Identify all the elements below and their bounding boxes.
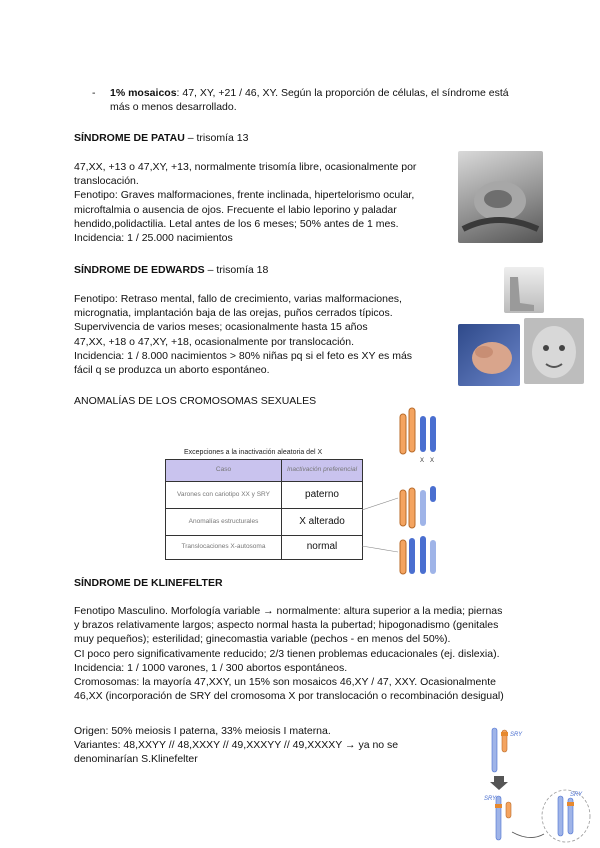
edwards-hand-photo <box>458 324 520 386</box>
sry-label: SRY <box>484 796 497 802</box>
table-header-preferential: Inactivación preferencial <box>282 460 363 482</box>
chrom-label-x: X <box>420 458 425 464</box>
x-inactivation-table <box>165 459 363 560</box>
edwards-feet-photo <box>504 267 544 313</box>
klinefelter-body: Fenotipo Masculino. Morfología variable → normalmente: altura superior a la media; piernas y brazos relativamente largos; aspecto normal hasta la pubertad; hipogonadismo (genitales muy pequeños); esterilidad; ginecomastia variable (pechos - en menos del 50%). CI poco pero significativamente reducido; 2/3 tienen problemas educacionales (ej. dislexia). Incidencia: 1 / 1000 varones, 1 / 300 abortos espontáneos. Cromosomas: la mayoría 47,XXY, un 15% son mosaicos 46,XY / 47, XXY. Ocasionalmente 46,XX (incorporación de SRY del cromosoma X por translocación o recombinación desigual) <box>74 605 504 703</box>
curved-arrow-icon <box>512 832 544 838</box>
cell-circle <box>542 790 590 842</box>
mosaic-bold: 1% mosaicos <box>110 87 177 99</box>
chrom-label-x: X <box>430 458 435 464</box>
chromosome-set-translocation <box>400 536 436 574</box>
table-row: Anomalías estructurales X alterado <box>166 509 363 536</box>
edwards-body: Fenotipo: Retraso mental, fallo de crecimiento, varias malformaciones, micrognatia, implantación baja de las orejas, puños cerrados típicos. Supervivencia de varios meses; ocasionalmente hasta 15 años 47,XX, +18 o 47,XY, +18, ocasionalmente por translocación. Incidencia: 1 / 8.000 nacimientos > 80% niñas pq si el feto es XY es más fácil q se produzca un aborto espontáneo. <box>74 293 413 377</box>
table-caption: Excepciones a la inactivación aleatoria del X <box>184 449 323 456</box>
sry-chromosome-translocated <box>495 796 511 840</box>
patau-heading: SÍNDROME DE PATAU – trisomía 13 <box>74 132 249 144</box>
edwards-baby-face-photo <box>524 318 584 384</box>
patau-baby-photo <box>458 151 543 243</box>
table-row: Translocaciones X-autosoma normal <box>166 536 363 560</box>
edwards-heading: SÍNDROME DE EDWARDS – trisomía 18 <box>74 264 269 276</box>
table-header-row <box>166 460 363 482</box>
chromosome-diagram <box>362 406 452 578</box>
patau-body: 47,XX, +13 o 47,XY, +13, normalmente trisomía libre, ocasionalmente por translocación. Fenotipo: Graves malformaciones, frente inclinada, hipertelorismo ocular, microftalmia o ausencia de ojos. Frecuente el labio leporino y paladar hendido,polidactilia. Letal antes de los 6 meses; 50% antes de 1 mes. Incidencia: 1 / 25.000 nacimientos <box>74 161 417 245</box>
mosaic-bullet: - 1% mosaicos: 47, XY, +21 / 46, XY. Según la proporción de células, el síndrome está más o menos desarrollado. <box>92 87 509 114</box>
sry-chromosome-cell <box>558 796 574 836</box>
sex-anomalies-heading: ANOMALÍAS DE LOS CROMOSOMAS SEXUALES <box>74 395 317 407</box>
table-header-case: Caso <box>166 460 282 482</box>
sry-label: SRY <box>510 732 523 738</box>
sry-label: SRY <box>570 792 583 798</box>
sry-chromosome-pair <box>492 728 508 772</box>
chromosome-set-normal <box>400 408 436 454</box>
chromosome-set-structural <box>400 486 436 528</box>
sry-translocation-diagram <box>478 724 593 844</box>
klinefelter-heading: SÍNDROME DE KLINEFELTER <box>74 577 223 589</box>
arrow-down-icon <box>490 776 508 790</box>
table-row: Varones con cariotipo XX y SRY paterno <box>166 482 363 509</box>
klinefelter-origin: Origen: 50% meiosis I paterna, 33% meiosis I materna. Variantes: 48,XXYY // 48,XXXY // 49,XXXYY // 49,XXXXY → ya no se denominarían S.Klinefelter <box>74 725 399 766</box>
